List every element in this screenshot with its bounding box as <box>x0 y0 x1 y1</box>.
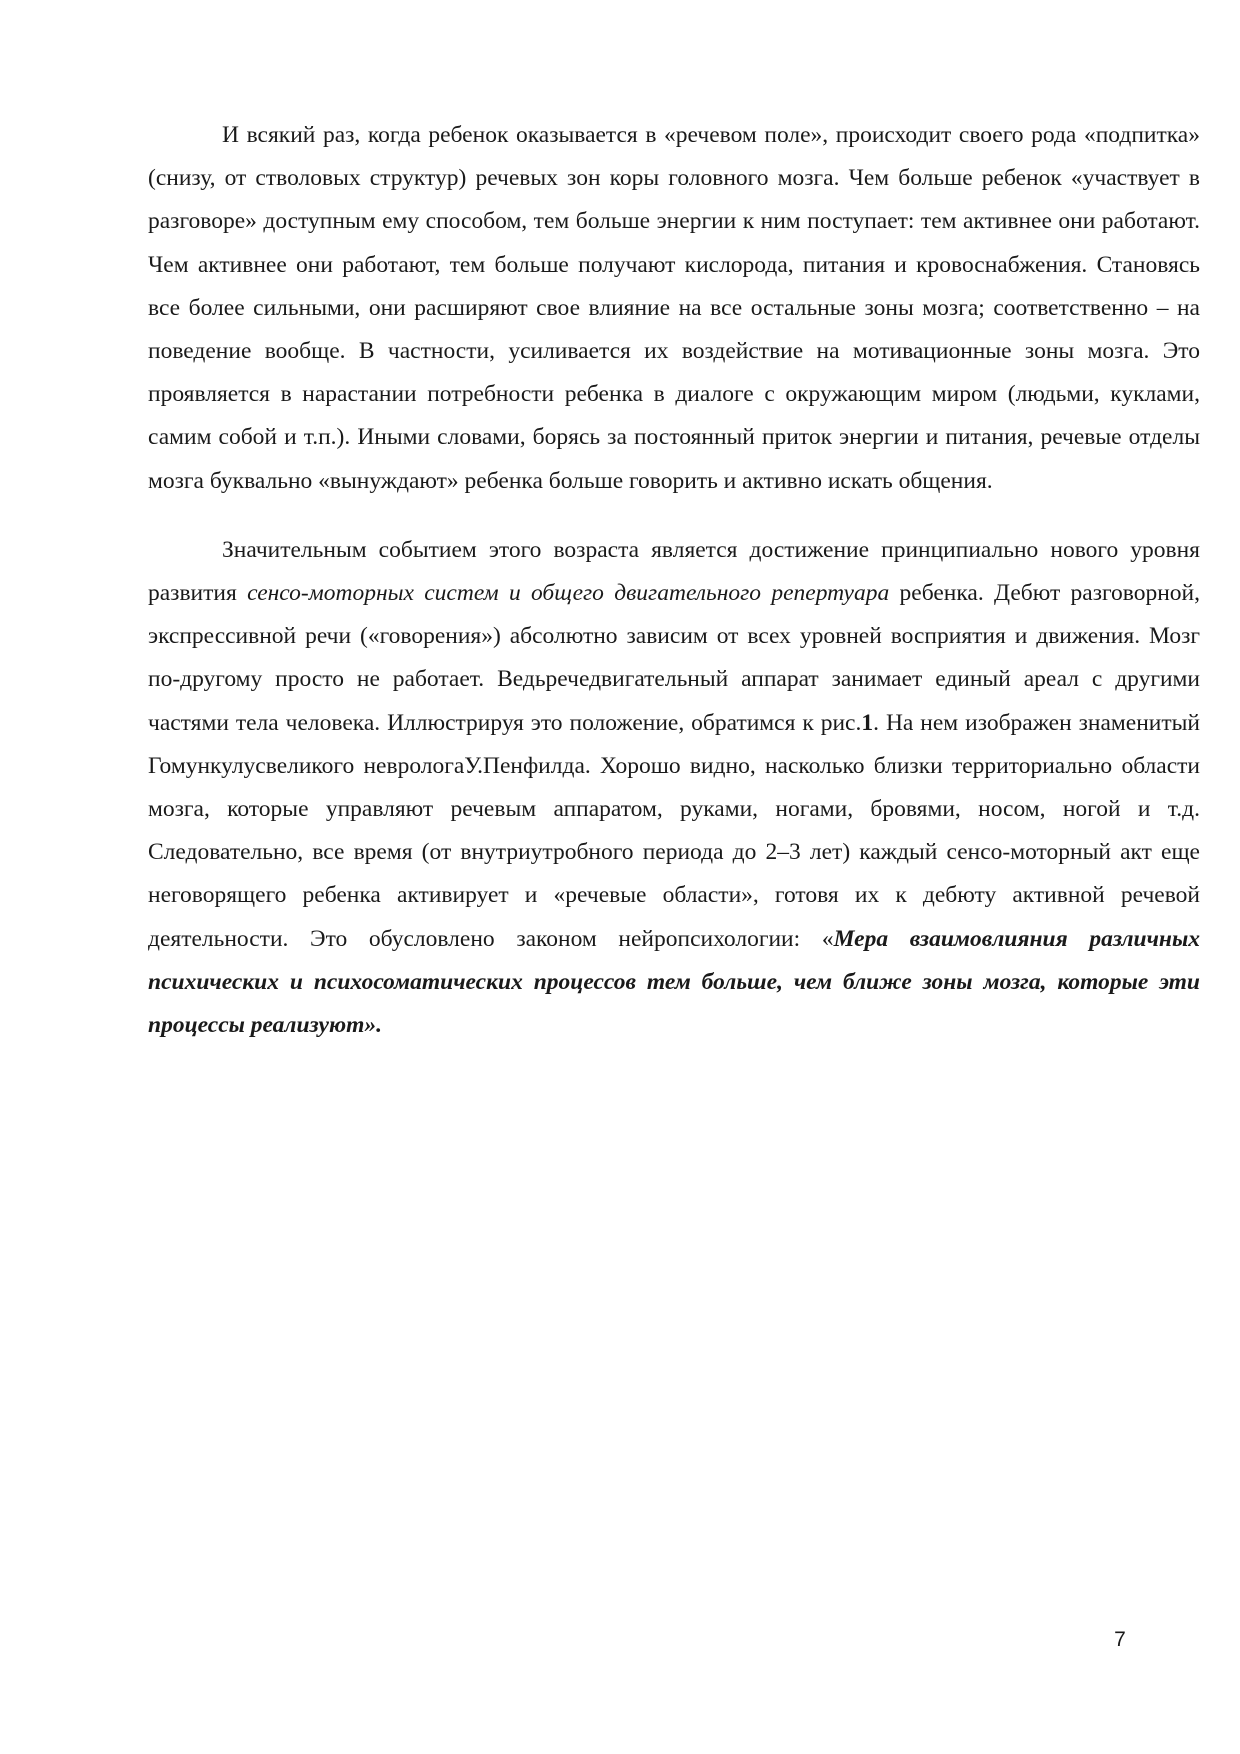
paragraph-text-part3: . На нем изображен знаменитый Гомункулусвеликого неврологаУ.Пенфилда. Хорошо видно, насколько близки территориально области мозга, которые управляют речевым аппаратом, руками, ногами, бровями, носом, ногой и т.д. Следовательно, все время (от внутриутробного периода до 2–3 лет) каждый сенсо-моторный акт еще неговорящего ребенка активирует и «речевые области», готовя их к дебюту активной речевой деятельности. Это обусловлено законом нейропсихологии: « <box>148 709 1201 952</box>
paragraph-sensorimotor-development <box>148 529 1200 1047</box>
paragraph-text-part2: ребенка. Дебют разговорной, экспрессивной речи («говорения») абсолютно зависим от всех уровней восприятия и движения. Мозг по-другому просто не работает. Ведьречедвигательный аппарат занимает единый ареал с другими частями тела человека. Иллюстрируя это положение, обратимся к рис. <box>148 580 1201 736</box>
figure-reference: 1 <box>861 709 874 736</box>
italic-term-sensorimotor-systems: сенсо-моторных систем и общего двигательного репертуара <box>247 580 890 607</box>
neuropsychology-law-quote: Мера взаимовлияния различных психических и психосоматических процессов тем больше, чем ближе зоны мозга, которые эти процессы реализуют». <box>148 925 1201 1039</box>
page-number: 7 <box>1114 1628 1126 1651</box>
paragraph-text-part1: Значительным событием этого возраста является достижение принципиально нового уровня развития <box>148 536 1200 607</box>
document-body <box>148 114 1200 1047</box>
paragraph-speech-field: И всякий раз, когда ребенок оказывается в «речевом поле», происходит своего рода «подпитка» (снизу, от стволовых структур) речевых зон коры головного мозга. Чем больше ребенок «участвует в разговоре» доступным ему способом, тем больше энергии к ним поступает: тем активнее они работают. Чем активнее они работают, тем больше получают кислорода, питания и кровоснабжения. Становясь все более сильными, они расширяют свое влияние на все остальные зоны мозга; соответственно – на поведение вообще. В частности, усиливается их воздействие на мотивационные зоны мозга. Это проявляется в нарастании потребности ребенка в диалоге с окружающим миром (людьми, куклами, самим собой и т.п.). Иными словами, борясь за постоянный приток энергии и питания, речевые отделы мозга буквально «вынуждают» ребенка больше говорить и активно искать общения. <box>148 122 1200 494</box>
